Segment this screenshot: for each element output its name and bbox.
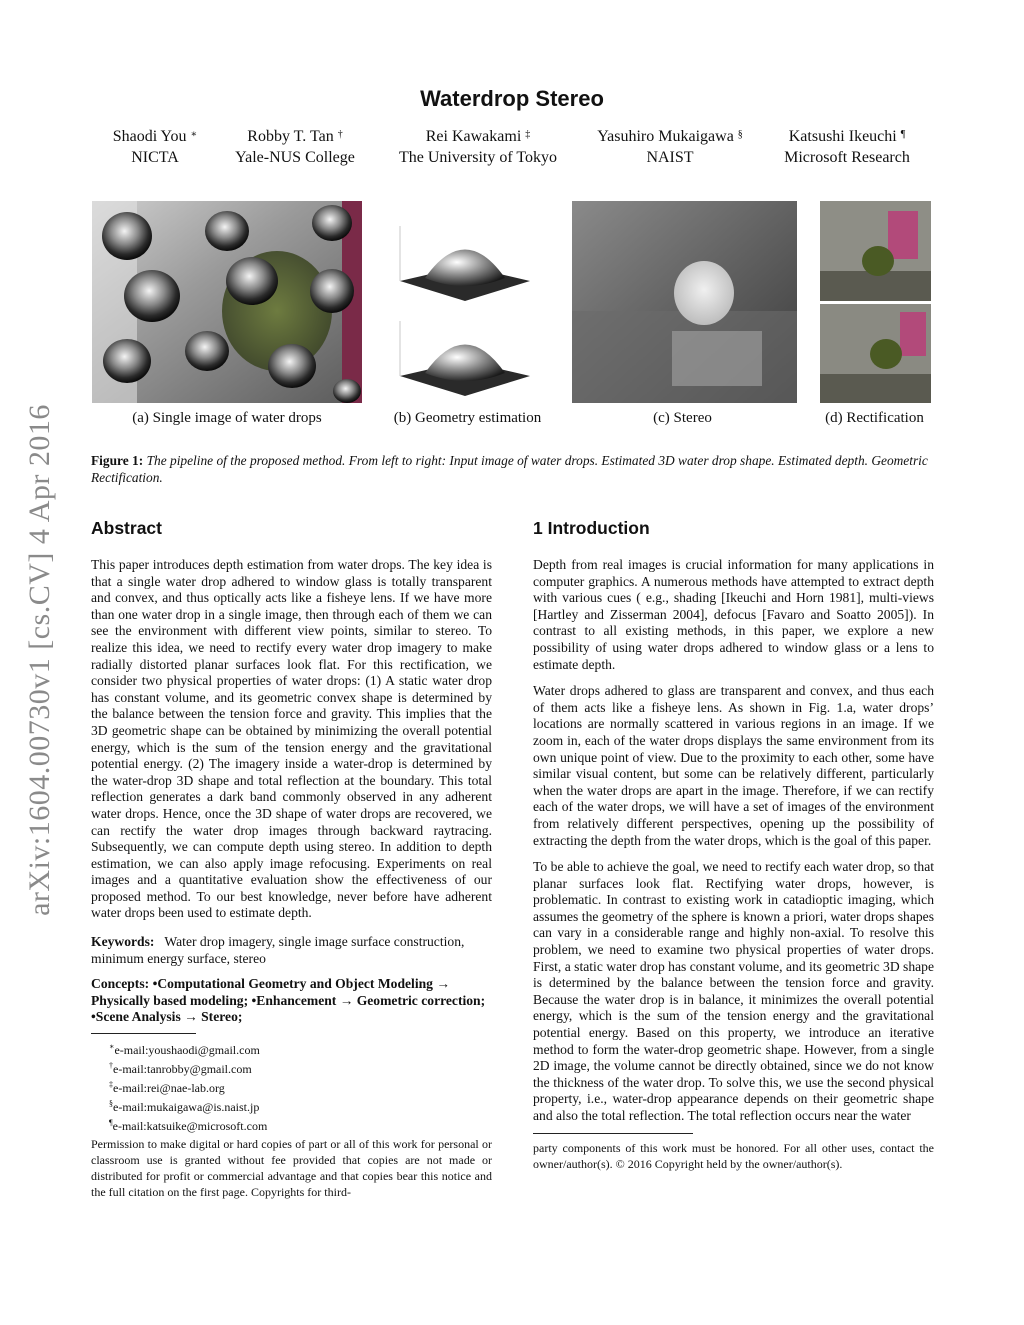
subcaption-d: (d) Rectification bbox=[825, 410, 924, 426]
author-block bbox=[772, 126, 922, 168]
author-affiliation: The University of Tokyo bbox=[398, 149, 558, 166]
intro-paragraph: Depth from real images is crucial information for many applications in computer graphics. A numerous methods have attempted to extract depth with various cues ( e.g., shading [Ikeuchi and Horn 1981], multi-views [Hartley and Zisserman 2004], defocus [Favaro and Soatto 2005]). In contrast to all existing methods, in this paper, we explore a new possibility of using water drops adhered to window glass or a lens to estimate depth. bbox=[533, 557, 934, 672]
keywords-text: Water drop imagery, single image surface construction, minimum energy surface, stereo bbox=[91, 934, 465, 966]
footnote-email: e-mail:katsuike@microsoft.com bbox=[112, 1119, 268, 1134]
footnote-item bbox=[91, 1077, 492, 1096]
intro-paragraph: Water drops adhered to glass are transparent and convex, and thus each of them acts like a fisheye lens. As shown in Fig. 1.a, water drops’ locations are normally scattered in various regions in an image. If we zoom in, each of the water drops displays the same environment from its own unique point of view. Due to the proximity to each other, some have similar visual content, but some can be relatively different, particularly when the water drops are apart in the image. Therefore, if we can rectify each of the water drops, we will have a set of images of the environment from relatively different perspectives, opening up the possibility of extracting the depth from the water drops, which is the goal of this paper. bbox=[533, 683, 934, 848]
keywords bbox=[91, 934, 492, 967]
author-affiliation: Microsoft Research bbox=[784, 149, 910, 166]
concepts bbox=[91, 976, 492, 1026]
author-name: Yasuhiro Mukaigawa bbox=[597, 128, 734, 145]
footnote-divider bbox=[533, 1133, 693, 1134]
footnote-item bbox=[91, 1115, 492, 1134]
subcaption-c: (c) Stereo bbox=[653, 410, 712, 426]
author-affiliation: Yale-NUS College bbox=[235, 149, 355, 166]
concepts-text: •Computational Geometry and Object Modeling → Physically based modeling; •Enhancement → Geometric correction; •Scene Analysis → Stereo; bbox=[91, 976, 486, 1025]
footnotes bbox=[91, 1039, 492, 1200]
figure-caption-text: The pipeline of the proposed method. From left to right: Input image of water drops. Estimated 3D water drop shape. Estimated depth. Geometric Rectification. bbox=[91, 453, 928, 485]
footnote-mark: ‡ bbox=[109, 1080, 113, 1090]
footnote-mark: § bbox=[109, 1099, 113, 1109]
author-mark: ∗ bbox=[190, 129, 198, 140]
footnote-divider bbox=[91, 1033, 196, 1034]
author-mark: † bbox=[337, 129, 343, 140]
author-mark: ¶ bbox=[900, 129, 906, 140]
footnote-mark: ∗ bbox=[109, 1042, 115, 1052]
figure-image-depth bbox=[572, 201, 797, 403]
author-affiliation: NAIST bbox=[646, 149, 694, 166]
author-block bbox=[585, 126, 755, 168]
figure-caption-label: Figure 1: bbox=[91, 453, 144, 468]
footnote-mark: † bbox=[109, 1061, 113, 1071]
footnote-email: e-mail:tanrobby@gmail.com bbox=[113, 1062, 252, 1077]
author-name: Katsushi Ikeuchi bbox=[788, 128, 897, 145]
author-mark: ‡ bbox=[525, 129, 531, 140]
author-mark: § bbox=[737, 129, 743, 140]
footnote-item bbox=[91, 1058, 492, 1077]
figure-image-rectified-bottom bbox=[820, 304, 931, 403]
subcaption-a: (a) Single image of water drops bbox=[132, 410, 322, 426]
figure-image-water-drops bbox=[92, 201, 362, 403]
author-block bbox=[220, 126, 370, 168]
figure-image-geometry bbox=[395, 226, 535, 396]
author-name: Shaodi You bbox=[112, 128, 187, 145]
footnote-email: e-mail:mukaigawa@is.naist.jp bbox=[113, 1100, 260, 1115]
footnote-email: e-mail:youshaodi@gmail.com bbox=[114, 1043, 260, 1058]
footnote-mark: ¶ bbox=[109, 1118, 113, 1128]
author-name: Robby T. Tan bbox=[247, 128, 334, 145]
arxiv-id: arXiv:1604.00730v1 [cs.CV] 4 Apr 2016 bbox=[23, 404, 56, 916]
author-affiliation: NICTA bbox=[131, 149, 179, 166]
footnote-item bbox=[91, 1039, 492, 1058]
concepts-label: Concepts: bbox=[91, 976, 150, 992]
keywords-label: Keywords: bbox=[91, 934, 155, 950]
author-block bbox=[95, 126, 215, 168]
abstract-text: This paper introduces depth estimation from water drops. The key idea is that a single water drop adhered to window glass is totally transparent and convex, and thus optically acts like a fisheye lens. If we have more than one water drop in a single image, then through each of them we can see the environment with different view points, similar to stereo. To realize this idea, we need to rectify every water drop imagery to make radially distorted planar surfaces look flat. For this rectification, we consider two physical properties of water drops: (1) A static water drop has constant volume, and its geometric convex shape is determined by the balance between the tension force and gravity. This implies that the 3D geometric shape can be obtained by minimizing the overall potential energy, which is the sum of the tension energy and the gravitational potential energy. (2) The imagery inside a water-drop is determined by the water-drop 3D shape and total reflection at the boundary. This total reflection generates a dark band commonly observed in any adherent water drops. Hence, once the 3D shape of water drops are recovered, we can rectify the water drop images through backward raytracing. Subsequently, we can compute depth using stereo. In addition to depth estimation, we can also apply image refocusing. Experiments on real images and a quantitative evaluation show the effectiveness of our proposed method. To our best knowledge, never before have adherent water drops been used to estimate depth. bbox=[91, 557, 492, 921]
permission-notice: Permission to make digital or hard copies of part or all of this work for personal or classroom use is granted without fee provided that copies are not made or distributed for profit or commercial advantage and that copies bear this notice and the full citation on the first page. Copyrights for third- bbox=[91, 1137, 492, 1200]
abstract-heading: Abstract bbox=[91, 518, 162, 538]
footnote-email: e-mail:rei@nae-lab.org bbox=[113, 1081, 225, 1096]
figure-caption bbox=[91, 452, 936, 486]
permission-notice-continued: party components of this work must be honored. For all other uses, contact the owner/author(s). © 2016 Copyright held by the owner/author(s). bbox=[533, 1140, 934, 1171]
paper-title: Waterdrop Stereo bbox=[420, 86, 604, 111]
subcaption-b: (b) Geometry estimation bbox=[393, 410, 542, 426]
figure-image-rectified-top bbox=[820, 201, 931, 301]
intro-paragraph: To be able to achieve the goal, we need to rectify each water drop, so that planar surfaces look flat. Rectifying water drops, however, is problematic. In contrast to existing work in catadioptic imaging, which assumes the geometry of the sphere is known a priori, water drops shapes can vary in a considerable range and highly non-axial. To resolve this problem, we need to examine two physical properties of water drops. First, a static water drop has constant volume, and its geometric 3D shape is determined by the balance between the tension force and gravity. Because the water drop is in balance, it minimizes the overall potential energy, which is the sum of the tension energy and the gravitational potential energy. Based on this property, we introduce an iterative method to form the water-drop geometric shape. However, from a single 2D image, the volume cannot be directly obtained, since we do not know the thickness of the water drop. To solve this, we use the second physical property, i.e., water-drop appearance depends on their geometric shape and also the total reflection. The total reflection occurs near the water bbox=[533, 859, 934, 1123]
footnote-item bbox=[91, 1096, 492, 1115]
right-column bbox=[533, 518, 934, 1172]
left-column bbox=[91, 518, 492, 1200]
introduction-heading: 1 Introduction bbox=[533, 518, 650, 538]
author-block bbox=[388, 126, 568, 168]
author-name: Rei Kawakami bbox=[425, 128, 522, 145]
